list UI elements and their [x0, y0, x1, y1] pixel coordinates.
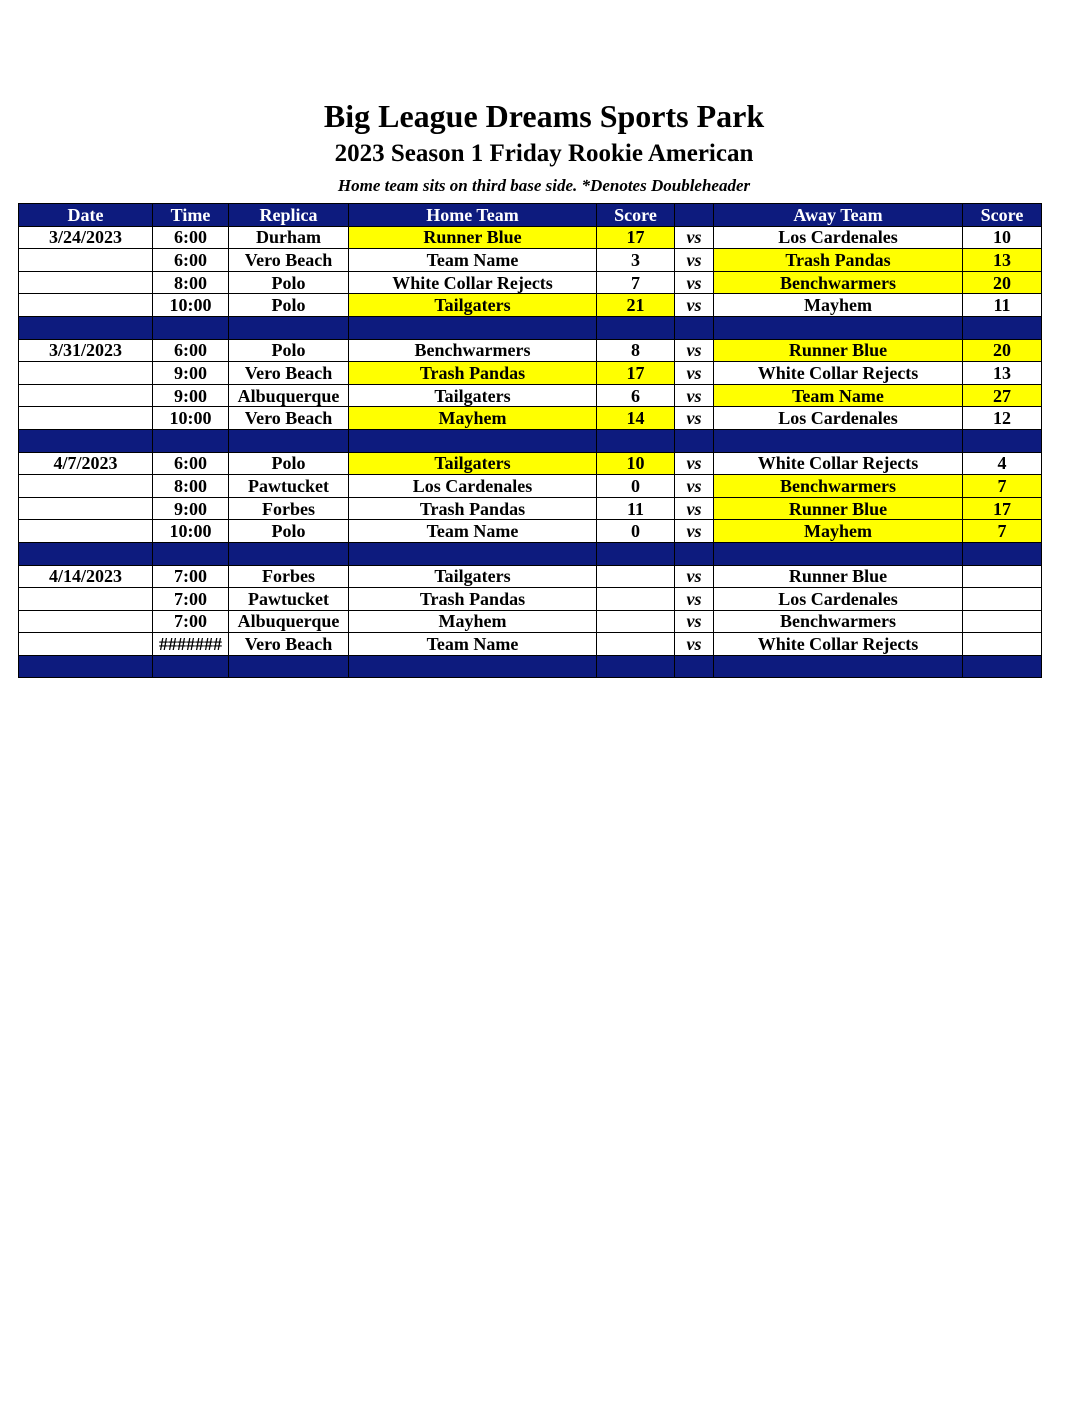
game-date — [19, 520, 153, 543]
separator-cell — [19, 655, 153, 678]
away-score: 4 — [963, 452, 1042, 475]
col-header-date: Date — [19, 204, 153, 227]
separator-cell — [597, 316, 675, 339]
away-team: White Collar Rejects — [714, 633, 963, 656]
home-team: Benchwarmers — [349, 339, 597, 362]
separator-cell — [963, 542, 1042, 565]
separator-cell — [229, 655, 349, 678]
away-score: 7 — [963, 520, 1042, 543]
home-team: Trash Pandas — [349, 497, 597, 520]
game-date: 4/7/2023 — [19, 452, 153, 475]
game-time: 6:00 — [153, 339, 229, 362]
vs-label: vs — [675, 384, 714, 407]
game-replica-field: Polo — [229, 271, 349, 294]
away-score: 20 — [963, 271, 1042, 294]
away-score: 7 — [963, 475, 1042, 498]
table-row — [19, 452, 1042, 475]
table-row — [19, 226, 1042, 249]
away-score: 13 — [963, 249, 1042, 272]
separator-cell — [963, 316, 1042, 339]
away-team: Team Name — [714, 384, 963, 407]
table-row — [19, 384, 1042, 407]
week-separator-row — [19, 542, 1042, 565]
col-header-home-score: Score — [597, 204, 675, 227]
home-team: Team Name — [349, 633, 597, 656]
home-team: Los Cardenales — [349, 475, 597, 498]
home-team: Team Name — [349, 249, 597, 272]
home-team: Tailgaters — [349, 565, 597, 588]
home-score: 7 — [597, 271, 675, 294]
separator-cell — [349, 655, 597, 678]
away-team: Los Cardenales — [714, 226, 963, 249]
game-date — [19, 384, 153, 407]
home-score — [597, 633, 675, 656]
home-team: Runner Blue — [349, 226, 597, 249]
separator-cell — [349, 542, 597, 565]
game-replica-field: Pawtucket — [229, 588, 349, 611]
away-team: White Collar Rejects — [714, 362, 963, 385]
away-score: 12 — [963, 407, 1042, 430]
schedule-table — [18, 203, 1042, 678]
away-team: Mayhem — [714, 294, 963, 317]
home-score — [597, 565, 675, 588]
home-score: 3 — [597, 249, 675, 272]
home-score: 6 — [597, 384, 675, 407]
vs-label: vs — [675, 407, 714, 430]
table-row — [19, 520, 1042, 543]
game-date — [19, 407, 153, 430]
game-date — [19, 475, 153, 498]
away-score — [963, 610, 1042, 633]
game-time: 9:00 — [153, 497, 229, 520]
away-team: Runner Blue — [714, 565, 963, 588]
home-score: 11 — [597, 497, 675, 520]
home-team: Tailgaters — [349, 452, 597, 475]
table-row — [19, 271, 1042, 294]
game-time: 10:00 — [153, 520, 229, 543]
game-date — [19, 497, 153, 520]
game-date — [19, 294, 153, 317]
game-replica-field: Albuquerque — [229, 610, 349, 633]
away-score: 20 — [963, 339, 1042, 362]
away-score: 11 — [963, 294, 1042, 317]
table-row — [19, 497, 1042, 520]
table-row — [19, 294, 1042, 317]
home-score: 0 — [597, 475, 675, 498]
game-date — [19, 588, 153, 611]
game-date — [19, 633, 153, 656]
game-date: 4/14/2023 — [19, 565, 153, 588]
table-row — [19, 362, 1042, 385]
table-row — [19, 633, 1042, 656]
game-time: 6:00 — [153, 452, 229, 475]
home-team: Trash Pandas — [349, 588, 597, 611]
away-team: Runner Blue — [714, 339, 963, 362]
away-team: Mayhem — [714, 520, 963, 543]
vs-label: vs — [675, 452, 714, 475]
vs-label: vs — [675, 610, 714, 633]
separator-cell — [714, 429, 963, 452]
game-date: 3/31/2023 — [19, 339, 153, 362]
game-replica-field: Forbes — [229, 497, 349, 520]
home-score: 17 — [597, 362, 675, 385]
table-row — [19, 565, 1042, 588]
game-time: 7:00 — [153, 565, 229, 588]
separator-cell — [153, 542, 229, 565]
schedule-note: Home team sits on third base side. *Denotes Doubleheader — [337, 176, 751, 195]
separator-cell — [714, 542, 963, 565]
separator-cell — [714, 316, 963, 339]
separator-cell — [153, 429, 229, 452]
away-team: Benchwarmers — [714, 610, 963, 633]
page-subtitle: 2023 Season 1 Friday Rookie American — [334, 140, 754, 167]
game-date: 3/24/2023 — [19, 226, 153, 249]
table-row — [19, 475, 1042, 498]
separator-cell — [349, 429, 597, 452]
game-replica-field: Vero Beach — [229, 362, 349, 385]
home-team: Trash Pandas — [349, 362, 597, 385]
home-score: 8 — [597, 339, 675, 362]
game-date — [19, 362, 153, 385]
separator-cell — [19, 542, 153, 565]
table-row — [19, 588, 1042, 611]
away-team: Trash Pandas — [714, 249, 963, 272]
game-replica-field: Durham — [229, 226, 349, 249]
vs-label: vs — [675, 294, 714, 317]
game-replica-field: Polo — [229, 339, 349, 362]
game-time: ####### — [153, 633, 229, 656]
separator-cell — [675, 655, 714, 678]
away-score: 17 — [963, 497, 1042, 520]
home-team: Tailgaters — [349, 384, 597, 407]
away-score — [963, 588, 1042, 611]
separator-cell — [229, 316, 349, 339]
vs-label: vs — [675, 520, 714, 543]
col-header-away-team: Away Team — [714, 204, 963, 227]
home-score: 21 — [597, 294, 675, 317]
separator-cell — [675, 542, 714, 565]
away-score: 10 — [963, 226, 1042, 249]
game-replica-field: Polo — [229, 452, 349, 475]
vs-label: vs — [675, 271, 714, 294]
game-time: 9:00 — [153, 384, 229, 407]
game-replica-field: Polo — [229, 294, 349, 317]
week-separator-row — [19, 429, 1042, 452]
week-separator-row — [19, 655, 1042, 678]
game-time: 8:00 — [153, 475, 229, 498]
home-score — [597, 588, 675, 611]
home-score: 14 — [597, 407, 675, 430]
game-date — [19, 610, 153, 633]
away-team: Benchwarmers — [714, 271, 963, 294]
away-score: 27 — [963, 384, 1042, 407]
schedule-body — [19, 226, 1042, 678]
home-score: 17 — [597, 226, 675, 249]
separator-cell — [675, 316, 714, 339]
game-replica-field: Vero Beach — [229, 249, 349, 272]
game-replica-field: Pawtucket — [229, 475, 349, 498]
week-separator-row — [19, 316, 1042, 339]
col-header-away-score: Score — [963, 204, 1042, 227]
away-team: Benchwarmers — [714, 475, 963, 498]
table-header-row — [19, 204, 1042, 227]
away-team: Los Cardenales — [714, 407, 963, 430]
table-row — [19, 339, 1042, 362]
vs-label: vs — [675, 362, 714, 385]
game-time: 9:00 — [153, 362, 229, 385]
vs-label: vs — [675, 226, 714, 249]
separator-cell — [19, 429, 153, 452]
game-time: 10:00 — [153, 294, 229, 317]
game-replica-field: Polo — [229, 520, 349, 543]
separator-cell — [19, 316, 153, 339]
table-row — [19, 249, 1042, 272]
game-replica-field: Albuquerque — [229, 384, 349, 407]
home-team: Team Name — [349, 520, 597, 543]
home-team: Tailgaters — [349, 294, 597, 317]
separator-cell — [714, 655, 963, 678]
home-score: 10 — [597, 452, 675, 475]
game-time: 6:00 — [153, 249, 229, 272]
page-title: Big League Dreams Sports Park — [323, 98, 765, 134]
table-row — [19, 407, 1042, 430]
away-score: 13 — [963, 362, 1042, 385]
separator-cell — [153, 316, 229, 339]
vs-label: vs — [675, 475, 714, 498]
col-header-time: Time — [153, 204, 229, 227]
away-team: Runner Blue — [714, 497, 963, 520]
home-team: Mayhem — [349, 610, 597, 633]
separator-cell — [153, 655, 229, 678]
vs-label: vs — [675, 339, 714, 362]
away-team: White Collar Rejects — [714, 452, 963, 475]
vs-label: vs — [675, 633, 714, 656]
game-time: 7:00 — [153, 610, 229, 633]
home-score — [597, 610, 675, 633]
game-date — [19, 271, 153, 294]
game-date — [19, 249, 153, 272]
game-replica-field: Forbes — [229, 565, 349, 588]
table-row — [19, 610, 1042, 633]
vs-label: vs — [675, 249, 714, 272]
vs-label: vs — [675, 565, 714, 588]
separator-cell — [963, 655, 1042, 678]
home-team: Mayhem — [349, 407, 597, 430]
separator-cell — [675, 429, 714, 452]
game-time: 6:00 — [153, 226, 229, 249]
game-replica-field: Vero Beach — [229, 407, 349, 430]
col-header-vs — [675, 204, 714, 227]
vs-label: vs — [675, 588, 714, 611]
home-score: 0 — [597, 520, 675, 543]
separator-cell — [597, 429, 675, 452]
game-time: 10:00 — [153, 407, 229, 430]
game-replica-field: Vero Beach — [229, 633, 349, 656]
vs-label: vs — [675, 497, 714, 520]
away-team: Los Cardenales — [714, 588, 963, 611]
separator-cell — [597, 542, 675, 565]
game-time: 8:00 — [153, 271, 229, 294]
col-header-replica: Replica — [229, 204, 349, 227]
game-time: 7:00 — [153, 588, 229, 611]
separator-cell — [229, 429, 349, 452]
separator-cell — [349, 316, 597, 339]
away-score — [963, 565, 1042, 588]
separator-cell — [963, 429, 1042, 452]
separator-cell — [229, 542, 349, 565]
col-header-home-team: Home Team — [349, 204, 597, 227]
home-team: White Collar Rejects — [349, 271, 597, 294]
separator-cell — [597, 655, 675, 678]
away-score — [963, 633, 1042, 656]
